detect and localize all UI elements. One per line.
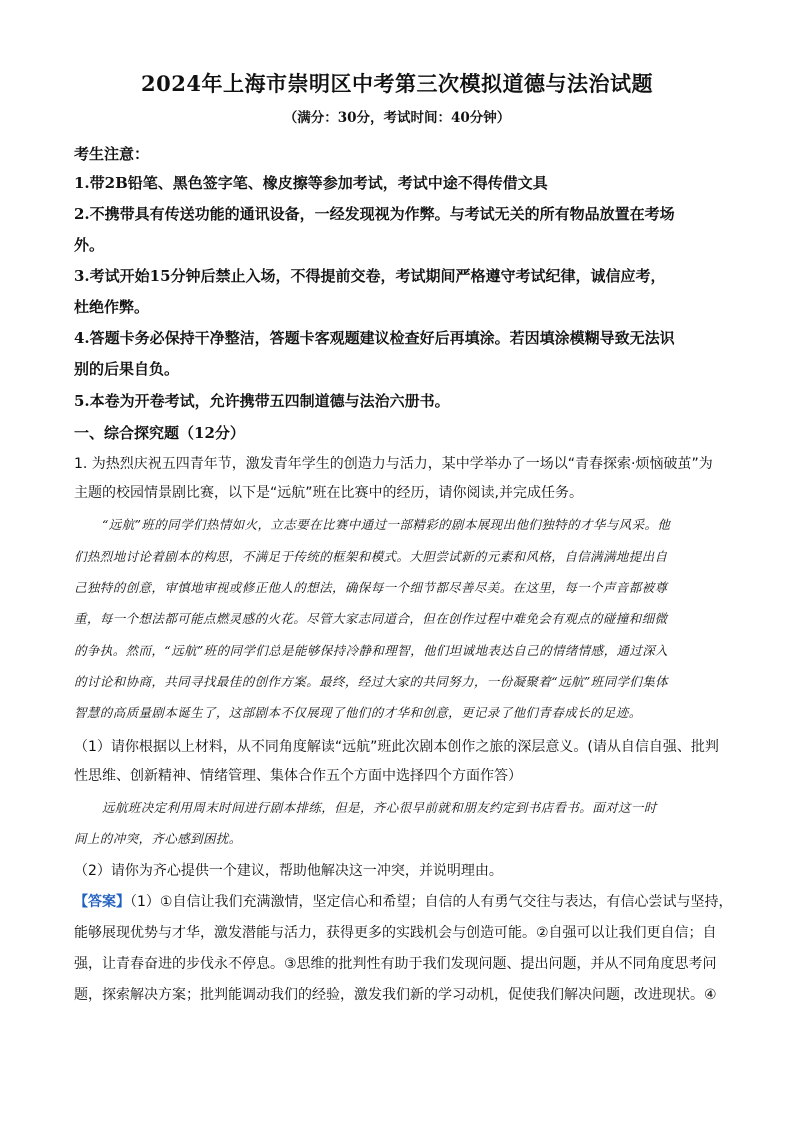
answer-line: 能够展现优势与才华，激发潜能与活力，获得更多的实践机会与创造可能。②自强可以让我们更自信；自 <box>74 925 717 941</box>
material-line: 智慧的高质量剧本诞生了，这部剧本不仅展现了他们的才华和创意，更记录了他们青春成长的足迹。 <box>74 705 642 720</box>
question-intro: 主题的校园情景剧比赛，以下是“远航”班在比赛中的经历，请你阅读,并完成任务。 <box>74 485 583 501</box>
material-line: 的争执。然而，“远航”班的同学们总是能够保持冷静和理智，他们坦诚地表达自己的情绪情感，通过深入 <box>74 643 669 658</box>
notice-line: 别的后果自负。 <box>74 360 180 378</box>
answer-line <box>74 891 734 911</box>
notice-heading: 考生注意： <box>74 145 150 163</box>
task-1-line: （1）请你根据以上材料，从不同角度解读“远航”班此次剧本创作之旅的深层意义。(请从自信自强、批判 <box>74 739 719 755</box>
task-2-line: （2）请你为齐心提供一个建议，帮助他解决这一冲突，并说明理由。 <box>74 863 503 879</box>
page-title: 2024年上海市崇明区中考第三次模拟道德与法治试题 <box>141 71 653 96</box>
notice-line: 4.答题卡务必保持干净整洁，答题卡客观题建议检查好后再填涂。若因填涂模糊导致无法识 <box>74 329 675 347</box>
material-2-line: 远航班决定利用周末时间进行剧本排练，但是，齐心很早前就和朋友约定到书店看书。面对这一时 <box>102 800 657 815</box>
answer-line: 题，探索解决方案；批判能调动我们的经验，激发我们新的学习动机，促使我们解决问题，改进现状。④ <box>74 987 717 1003</box>
notice-line: 外。 <box>74 236 105 254</box>
material-2-line: 间上的冲突，齐心感到困扰。 <box>74 831 242 846</box>
material-line: 们热烈地讨论着剧本的构思，不满足于传统的框架和模式。大胆尝试新的元素和风格，自信满满地提出自 <box>74 549 668 564</box>
section-heading: 一、综合探究题（12分） <box>74 424 245 442</box>
question-intro: 1. 为热烈庆祝五四青年节，激发青年学生的创造力与活力，某中学举办了一场以“青春探索·烦恼破茧”为 <box>74 456 713 472</box>
task-1-line: 性思维、创新精神、情绪管理、集体合作五个方面中选择四个方面作答） <box>74 768 522 784</box>
answer-text: （1）①自信让我们充满激情，坚定信心和希望；自信的人有勇气交往与表达，有信心尝试与坚持， <box>130 894 733 910</box>
material-line: 的讨论和协商，共同寻找最佳的创作方案。最终，经过大家的共同努力，一份凝聚着“远航”班同学们集体 <box>74 674 669 689</box>
answer-line: 强，让青春奋进的步伐永不停息。③思维的批判性有助于我们发现问题、提出问题，并从不同角度思考问 <box>74 956 717 972</box>
material-line: “远航”班的同学们热情如火，立志要在比赛中通过一部精彩的剧本展现出他们独特的才华与风采。他 <box>102 517 671 532</box>
exam-info: （满分：30分，考试时间：40分钟） <box>283 110 511 126</box>
notice-line: 1.带2B铅笔、黑色签字笔、橡皮擦等参加考试，考试中途不得传借文具 <box>74 174 548 192</box>
notice-line: 3.考试开始15分钟后禁止入场，不得提前交卷，考试期间严格遵守考试纪律，诚信应考， <box>74 267 666 285</box>
material-line: 重，每一个想法都可能点燃灵感的火花。尽管大家志同道合，但在创作过程中难免会有观点的碰撞和细微 <box>74 611 668 626</box>
notice-line: 杜绝作弊。 <box>74 298 150 316</box>
notice-line: 2.不携带具有传送功能的通讯设备，一经发现视为作弊。与考试无关的所有物品放置在考场 <box>74 205 675 223</box>
notice-line: 5.本卷为开卷考试，允许携带五四制道德与法治六册书。 <box>74 392 450 410</box>
answer-tag: 【答案】 <box>74 894 130 910</box>
material-line: 己独特的创意，审慎地审视或修正他人的想法，确保每一个细节都尽善尽美。在这里，每一个声音都被尊 <box>74 580 668 595</box>
